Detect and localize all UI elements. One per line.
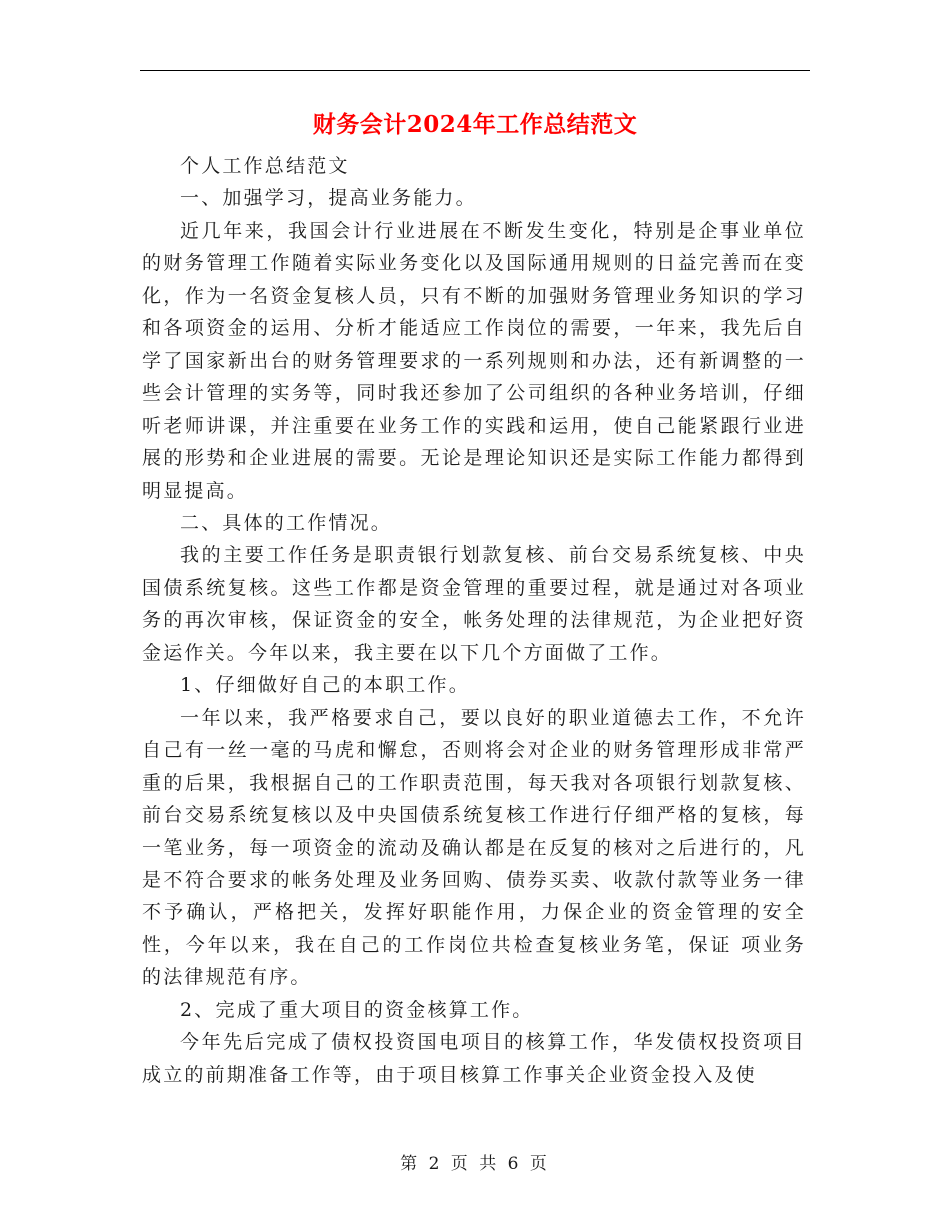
document-body xyxy=(142,150,806,1091)
paragraph-subtitle: 个人工作总结范文 xyxy=(180,155,350,177)
paragraph-heading-1: 一、加强学习，提高业务能力。 xyxy=(180,187,477,210)
paragraph-heading-2-2: 2、完成了重大项目的资金核算工作。 xyxy=(180,998,534,1021)
paragraph-heading-2-1: 1、仔细做好自己的本职工作。 xyxy=(180,674,470,697)
header-rule xyxy=(140,70,810,71)
paragraph-body: 一年以来，我严格要求自己，要以良好的职业道德去工作，不允许自己有一丝一毫的马虎和懈怠，否则将会对企业的财务管理形成非常严重的后果，我根据自己的工作职责范围，每天我对各项银行划款复核、前台交易系统复核以及中央国债系统复核工作进行仔细严格的复核，每一笔业务，每一项资金的流动及确认都是在反复的核对之后进行的，凡是不符合要求的帐务处理及业务回购、债券买卖、收款付款等业务一律不予确认，严格把关，发挥好职能作用，力保企业的资金管理的安全性，今年以来，我在自己的工作岗位共检查复核业务笔，保证 项业务的法律规范有序。 xyxy=(142,706,806,989)
paragraph-body: 我的主要工作任务是职责银行划款复核、前台交易系统复核、中央国债系统复核。这些工作都是资金管理的重要过程，就是通过对各项业务的再次审核，保证资金的安全，帐务处理的法律规范，为企业把好资金运作关。今年以来，我主要在以下几个方面做了工作。 xyxy=(142,544,806,664)
paragraph-body: 近几年来，我国会计行业进展在不断发生变化，特别是企事业单位的财务管理工作随着实际业务变化以及国际通用规则的日益完善而在变化，作为一名资金复核人员，只有不断的加强财务管理业务知识的学习和各项资金的运用、分析才能适应工作岗位的需要，一年来，我先后自学了国家新出台的财务管理要求的一系列规则和办法，还有新调整的一些会计管理的实务等，同时我还参加了公司组织的各种业务培训，仔细听老师讲课，并注重要在业务工作的实践和运用，使自己能紧跟行业进展的形势和企业进展的需要。无论是理论知识还是实际工作能力都得到明显提高。 xyxy=(142,219,806,502)
document-title: 财务会计2024年工作总结范文 xyxy=(312,111,638,138)
page-number: 第 2 页 共 6 页 xyxy=(400,1154,550,1174)
paragraph-heading-2: 二、具体的工作情况。 xyxy=(180,511,393,534)
paragraph-body: 今年先后完成了债权投资国电项目的核算工作，华发债权投资项目成立的前期准备工作等，由于项目核算工作事关企业资金投入及使 xyxy=(142,1031,806,1086)
